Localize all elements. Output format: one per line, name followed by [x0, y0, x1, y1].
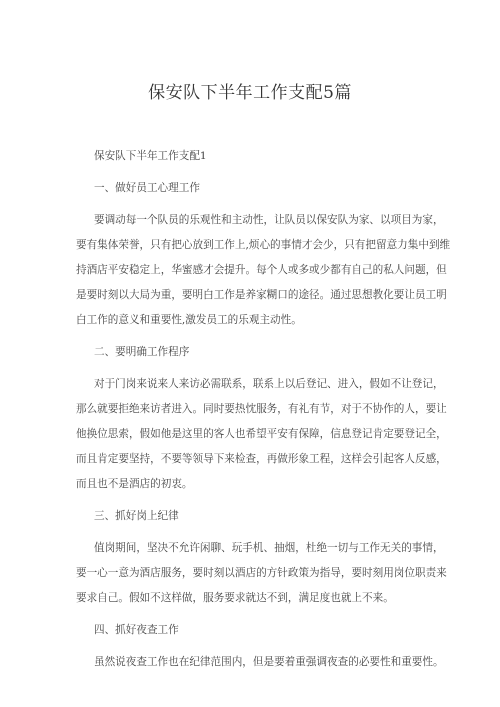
paragraph-line: 要一心一意为酒店服务，要时刻以酒店的方针政策为指导，要时刻用岗位职责来 [76, 567, 447, 579]
document-subtitle: 保安队下半年工作支配1 [94, 150, 207, 162]
section-heading-3: 三、抓好岗上纪律 [94, 510, 179, 522]
paragraph-line: 而且也不是酒店的初衷。 [76, 478, 193, 490]
paragraph-line: 而且肯定要坚持，不要等领导下来检查，再做形象工程，这样会引起客人反感， [76, 453, 447, 465]
section-paragraph-4 [76, 650, 444, 675]
document-body [76, 144, 451, 682]
section-heading-4: 四、抓好夜查工作 [94, 624, 179, 636]
section-paragraph-2 [76, 372, 447, 497]
paragraph-line: 白工作的意义和重要性,激发员工的乐观主动性。 [76, 314, 302, 326]
paragraph-line: 他换位思索，假如他是这里的客人也希望平安有保障，信息登记肯定要登记全， [76, 428, 447, 440]
paragraph-line: 要调动每一个队员的乐观性和主动性，让队员以保安队为家、以项目为家， [94, 214, 444, 226]
paragraph-line: 要求自己。假如不这样做，服务要求就达不到，满足度也就上不来。 [76, 592, 394, 604]
paragraph-line: 虽然说夜查工作也在纪律范围内，但是要着重强调夜查的必要性和重要性。 [94, 656, 444, 668]
section-heading-2: 二、要明确工作程序 [94, 346, 190, 358]
document-title: 保安队下半年工作支配5篇 [148, 83, 352, 103]
paragraph-line: 持酒店平安稳定上，华蜜感才会提升。每个人或多或少都有自己的私人问题，但 [76, 264, 447, 276]
paragraph-line: 要有集体荣誉，只有把心放到工作上,烦心的事情才会少，只有把留意力集中到维 [76, 239, 451, 251]
paragraph-line: 对于门岗来说来人来访必需联系，联系上以后登记、进入，假如不让登记， [94, 378, 444, 390]
paragraph-line: 是要时刻以大局为重，要明白工作是养家糊口的途径。通过思想教化要让员工明 [76, 289, 447, 301]
section-paragraph-3 [76, 536, 447, 611]
paragraph-line: 那么就要拒绝来访者进入。同时要热忱服务，有礼有节，对于不协作的人，要让 [76, 403, 447, 415]
section-paragraph-1 [76, 208, 451, 333]
paragraph-line: 值岗期间，坚决不允许闲聊、玩手机、抽烟，杜绝一切与工作无关的事情， [94, 542, 444, 554]
section-heading-1: 一、做好员工心理工作 [94, 182, 200, 194]
